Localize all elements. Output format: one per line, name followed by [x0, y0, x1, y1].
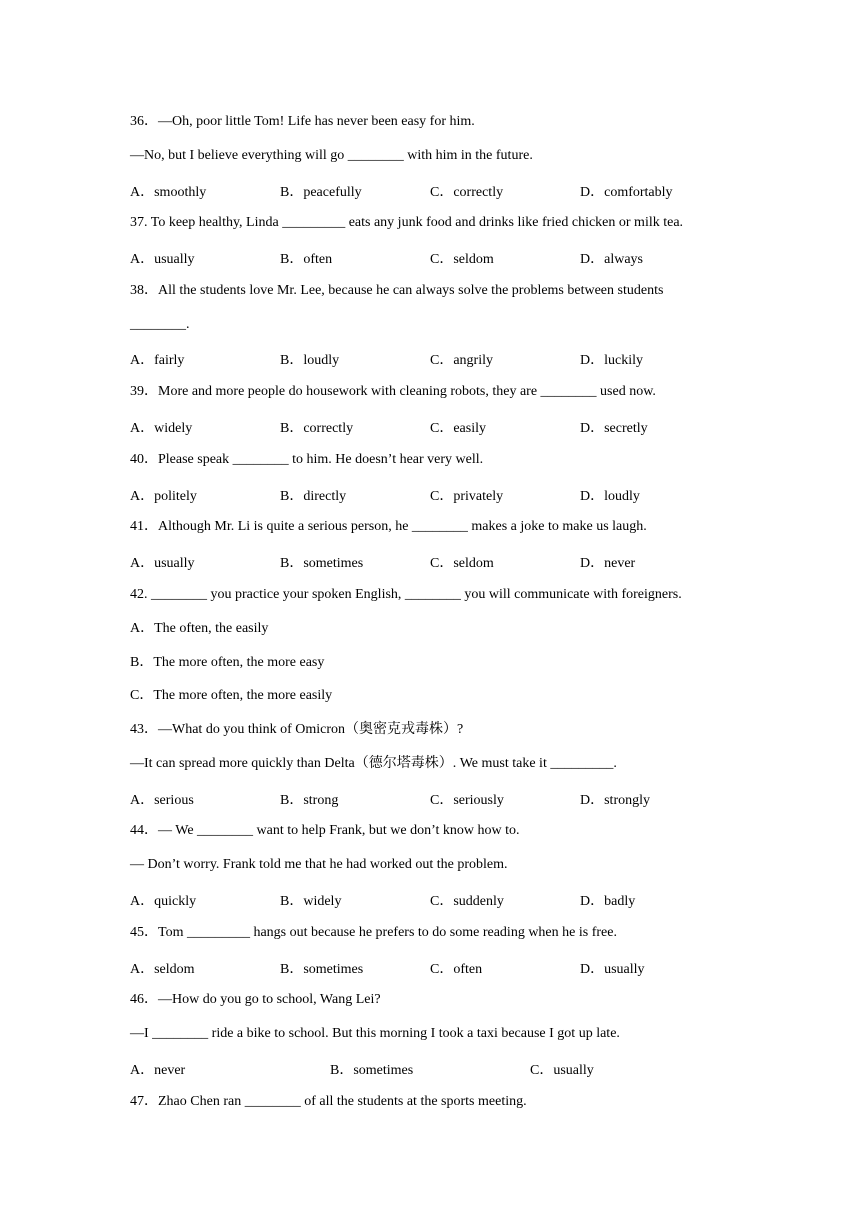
option-42-c: C．The more often, the more easily — [130, 688, 333, 703]
option-36-c: C．correctly — [430, 185, 504, 200]
question-45-stem: 45．Tom _________ hangs out because he prefers to do some reading when he is free. — [130, 925, 617, 940]
question-44-stem-line-1: 44．— We ________ want to help Frank, but we don’t know how to. — [130, 823, 520, 838]
option-45-d: D．usually — [580, 962, 645, 977]
option-43-a: A．serious — [130, 793, 194, 808]
question-47-stem: 47．Zhao Chen ran ________ of all the students at the sports meeting. — [130, 1094, 527, 1109]
option-45-c: C．often — [430, 962, 483, 977]
option-37-d: D．always — [580, 252, 643, 267]
option-38-b: B．loudly — [280, 353, 340, 368]
question-40-stem: 40．Please speak ________ to him. He doesn’t hear very well. — [130, 452, 484, 467]
option-41-a: A．usually — [130, 556, 195, 571]
option-37-a: A．usually — [130, 252, 195, 267]
option-36-a: A．smoothly — [130, 185, 207, 200]
option-46-c: C．usually — [530, 1063, 594, 1078]
option-45-b: B．sometimes — [280, 962, 364, 977]
question-46-stem-line-2: —I ________ ride a bike to school. But this morning I took a taxi because I got up late. — [130, 1026, 620, 1041]
option-38-c: C．angrily — [430, 353, 493, 368]
question-39-stem: 39．More and more people do housework with cleaning robots, they are ________ used now. — [130, 384, 656, 399]
option-39-d: D．secretly — [580, 421, 648, 436]
option-39-b: B．correctly — [280, 421, 354, 436]
option-40-a: A．politely — [130, 489, 197, 504]
question-36-stem-line-2: —No, but I believe everything will go ________ with him in the future. — [130, 148, 533, 163]
option-40-d: D．loudly — [580, 489, 640, 504]
option-41-b: B．sometimes — [280, 556, 364, 571]
option-43-b: B．strong — [280, 793, 339, 808]
option-44-d: D．badly — [580, 894, 636, 909]
question-41-stem: 41．Although Mr. Li is quite a serious person, he ________ makes a joke to make us laugh. — [130, 519, 647, 534]
question-38-stem-line-2: ________. — [130, 317, 190, 332]
option-42-a: A．The often, the easily — [130, 621, 269, 636]
question-42-stem: 42. ________ you practice your spoken English, ________ you will communicate with foreigners. — [130, 587, 682, 602]
option-38-d: D．luckily — [580, 353, 643, 368]
option-36-b: B．peacefully — [280, 185, 362, 200]
question-36-stem-line-1: 36．—Oh, poor little Tom! Life has never been easy for him. — [130, 114, 475, 129]
question-37-stem: 37. To keep healthy, Linda _________ eats any junk food and drinks like fried chicken or milk tea. — [130, 215, 684, 230]
option-44-b: B．widely — [280, 894, 342, 909]
option-45-a: A．seldom — [130, 962, 195, 977]
option-38-a: A．fairly — [130, 353, 185, 368]
option-43-c: C．seriously — [430, 793, 504, 808]
option-40-b: B．directly — [280, 489, 347, 504]
option-44-c: C．suddenly — [430, 894, 504, 909]
question-43-stem-line-2: —It can spread more quickly than Delta（德尔塔毒株）. We must take it _________. — [130, 756, 617, 771]
question-44-stem-line-2: — Don’t worry. Frank told me that he had worked out the problem. — [130, 857, 508, 872]
option-43-d: D．strongly — [580, 793, 650, 808]
option-41-c: C．seldom — [430, 556, 494, 571]
option-36-d: D．comfortably — [580, 185, 673, 200]
option-42-b: B．The more often, the more easy — [130, 655, 325, 670]
option-40-c: C．privately — [430, 489, 504, 504]
question-43-stem-line-1: 43．—What do you think of Omicron（奥密克戎毒株）? — [130, 722, 464, 737]
option-41-d: D．never — [580, 556, 636, 571]
option-39-a: A．widely — [130, 421, 193, 436]
option-37-b: B．often — [280, 252, 333, 267]
question-38-stem-line-1: 38．All the students love Mr. Lee, because he can always solve the problems between students — [130, 283, 664, 298]
option-46-b: B．sometimes — [330, 1063, 414, 1078]
option-46-a: A．never — [130, 1063, 186, 1078]
option-44-a: A．quickly — [130, 894, 197, 909]
option-37-c: C．seldom — [430, 252, 494, 267]
question-46-stem-line-1: 46．—How do you go to school, Wang Lei? — [130, 992, 381, 1007]
option-39-c: C．easily — [430, 421, 486, 436]
